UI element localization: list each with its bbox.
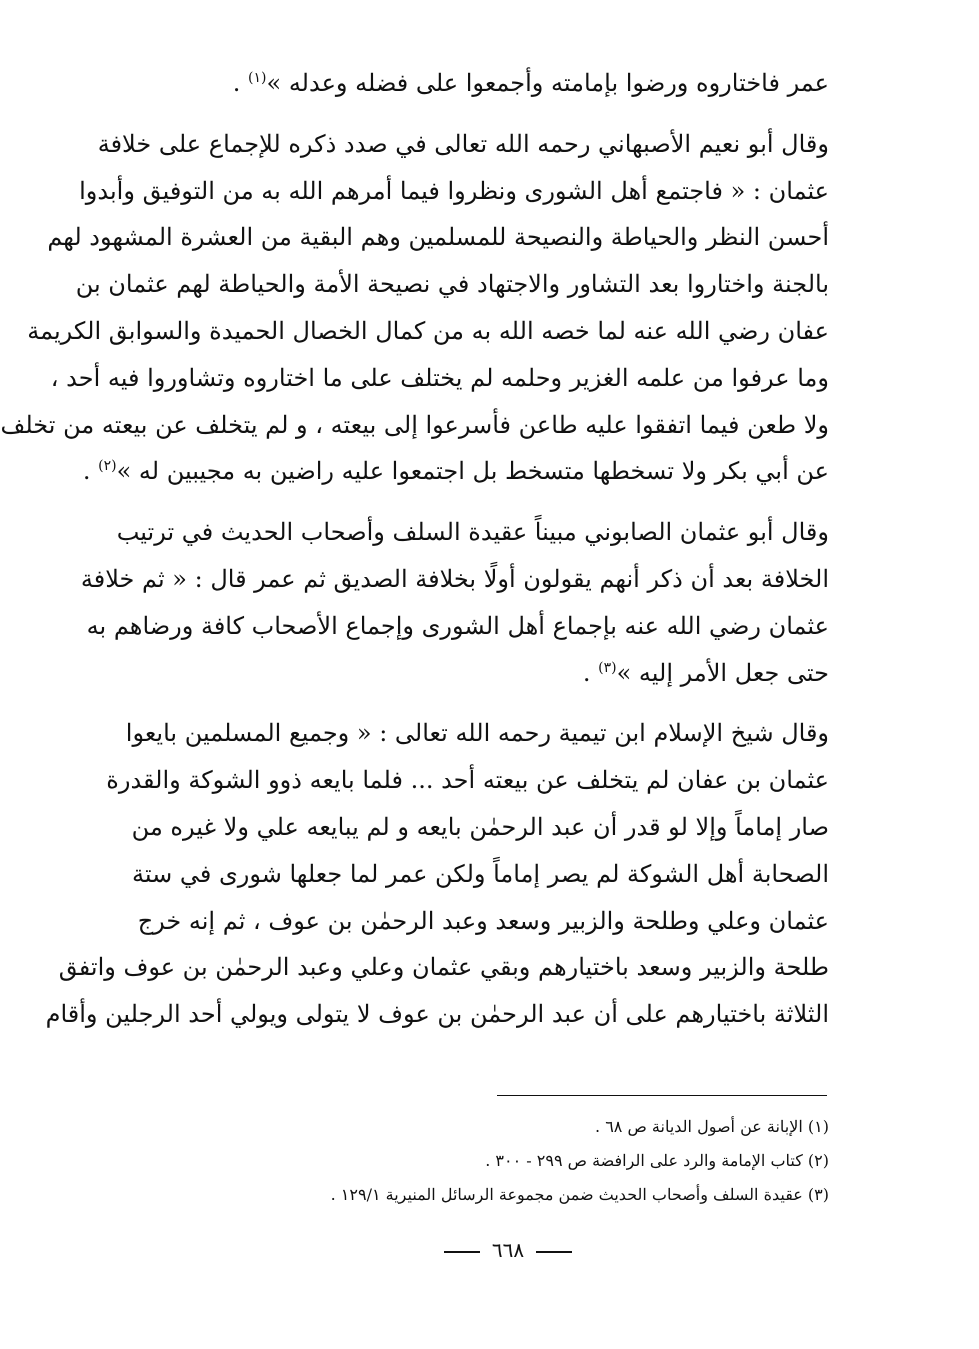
footnote-ref-1: (١): [248, 70, 267, 86]
text-line: طلحة والزبير وسعد باختيارهم وبقي عثمان وعلي وعبد الرحمٰن بن عوف واتفق: [58, 953, 829, 982]
text-line: بالجنة واختاروا بعد التشاور والاجتهاد في نصيحة الأمة والحياطة لهم عثمان بن: [75, 270, 829, 299]
text-line: الخلافة بعد أن ذكر أنهم يقولون أولًا بخلافة الصديق ثم عمر قال : « ثم خلافة: [80, 564, 829, 593]
footnote-ref-3: (٣): [598, 659, 617, 676]
page-number-text: ٦٦٨: [491, 1238, 525, 1262]
text-line: وما عرفوا من علمه الغزير وحلمه لم يختلف على ما اختاروه وتشاوروا فيه أحد ،: [50, 363, 829, 392]
text-line: الصحابة أهل الشوكة لم يصر إماماً ولكن عمر لما جعلها شورى في ستة: [132, 859, 829, 888]
footnote-ref-2: (٢): [98, 458, 117, 475]
text-line: عمر فاختاروه ورضوا بإمامته وأجمعوا على فضله وعدله »$^{(١)}$ .: [232, 69, 829, 97]
main-text: [0, 60, 829, 1038]
footnotes: [237, 1110, 829, 1212]
footnote-2: (٢) كتاب الإمامة والرد على الرافضة ص ٢٩٩ - ٣٠٠ .: [485, 1151, 829, 1170]
text-line: عثمان رضي الله عنه بإجماع أهل الشورى وإجماع الأصحاب كافة ورضاهم به: [86, 611, 829, 640]
text-line: وقال أبو عثمان الصابوني مبيناً عقيدة السلف وأصحاب الحديث في ترتيب: [116, 518, 829, 547]
text-line: الثلاثة باختيارهم على أن عبد الرحمٰن بن عوف لا يتولى ويولي أحد الرجلين وأقام: [45, 1000, 829, 1029]
text-line: صار إماماً وإلا لو قدر أن عبد الرحمٰن بايعه و لم يبايعه علي ولا غيره من: [131, 812, 829, 841]
paragraph-2: [0, 121, 829, 495]
text-line: عن أبي بكر ولا تسخطها متسخط بل اجتمعوا عليه راضين به مجيبين له »$^{(٢)}$ .: [82, 457, 829, 486]
dash-left: [536, 1251, 572, 1253]
text-line: وقال شيخ الإسلام ابن تيمية رحمه الله تعالى : « وجميع المسلمين بايعوا: [125, 719, 829, 748]
text-line: وقال أبو نعيم الأصبهاني رحمه الله تعالى في صدد ذكره للإجماع على خلافة: [97, 129, 829, 158]
text-line: أحسن النظر والحياطة والنصيحة للمسلمين وهم البقية من العشرة المشهود لهم: [47, 223, 829, 252]
text-line: عثمان : « فاجتمع أهل الشورى ونظروا فيما أمرهم الله به من التوفيق وأبدوا: [79, 176, 829, 205]
text-line: عثمان وعلي وطلحة والزبير وسعد وعبد الرحمٰن بن عوف ، ثم إنه خرج: [137, 906, 829, 935]
text-line: حتى جعل الأمر إليه »$^{(٣)}$ .: [582, 658, 829, 687]
text-line: عفان رضي الله عنه لما خصه الله به من كمال الخصال الحميدة والسوابق الكريمة: [27, 316, 829, 345]
page-number: [37, 1238, 979, 1262]
paragraph-3: [80, 509, 829, 696]
footnote-1: (١) الإبانة عن أصول الديانة ص ٦٨ .: [595, 1117, 829, 1136]
paragraph-4: [45, 710, 829, 1038]
footnote-3: (٣) عقيدة السلف وأصحاب الحديث ضمن مجموعة الرسائل المنيرية ١٢٩/١ .: [330, 1185, 829, 1204]
paragraph-1: [125, 60, 829, 107]
text-line: ولا طعن فيما اتفقوا عليه طاعن فأسرعوا إلى بيعته ، و لم يتخلف عن بيعته من تخلف: [0, 410, 829, 439]
footnote-separator: [497, 1095, 827, 1096]
dash-right: [444, 1251, 480, 1253]
text-line: عثمان بن عفان لم يتخلف عن بيعته أحد ... فلما بايعه ذوو الشوكة والقدرة: [106, 766, 829, 795]
